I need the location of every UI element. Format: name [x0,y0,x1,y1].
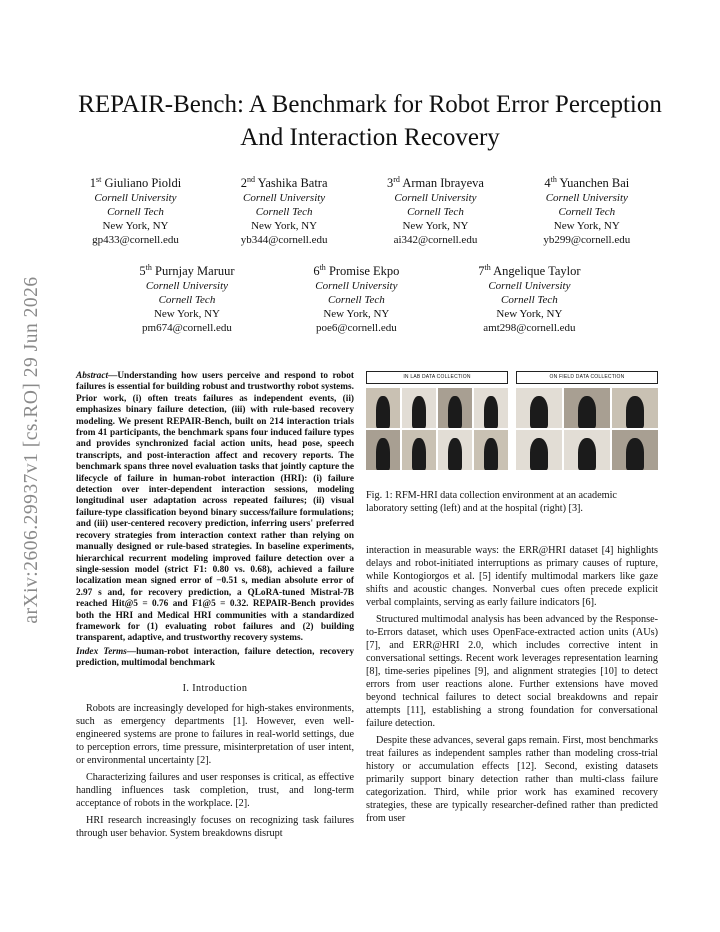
paragraph: interaction in measurable ways: the ERR@HRI dataset [4] highlights delays and robot-initiated interruptions as primary causes of rupture, while Kontogiorgos et al. [5] identify multimodal markers like gaze shifts and acoustic changes. Nonverbal cues often precede explicit verbal complaints, serving as early failure indicators [6]. [366,545,658,608]
index-terms: Index Terms—human-robot interaction, failure detection, recovery prediction, multimodal benchmark [76,646,354,669]
abstract: Abstract—Understanding how users perceive and respond to robot failures is essential for building robust and trustworthy robot systems. Prior work, (i) often treats failures as independent events, (ii) emphasizes binary failure detection, (iii) with rule-based recovery modeling. We present REPAIR-Bench, built on 214 interaction trials from 41 participants, the benchmark spans four induced failure types and provides synchronized facial action units, head pose, speech transcripts, and post-interaction affect and recovery reports. The benchmark spans three novel evaluation tasks that jointly capture the lifecycle of failure in human-robot interaction (HRI): (i) failure detection over inter-dependent interaction sessions, modeling longitudinal user adaptation across repeated failures; (ii) visual failure-type classification beyond binary success/failure formulations; and (iii) user-centered recovery prediction, inferring users' preferred recovery strategies from interaction context rather than relying on manually designed or rule-based strategies. In baseline experiments, hierarchical recurrent modeling improved failure detection over a single-session model (strict F1: 0.80 vs. 0.68), achieved a failure localization mean signed error of −0.51 s, median absolute error of 2.97 s and, for recovery prediction, a QLoRA-tuned Mistral-7B reached Hit@5 = 0.76 and F1@5 = 0.32. REPAIR-Bench provides both the HRI and Medical HRI communities with a standardized framework for (1) evaluating robot failures and (2) building transparent, adaptive, and trustworthy recovery systems. [76,371,354,644]
participant-photo [402,388,436,428]
left-column [76,371,354,844]
author-block: 5th Purnjay Maruur Cornell University Cornell Tech New York, NY pm674@cornell.edu [139,263,235,335]
paragraph: HRI research increasingly focuses on recognizing task failures through user behavior. System breakdowns disrupt [76,814,354,839]
participant-photo [564,430,610,470]
photo-grid [516,388,658,470]
paragraph: Robots are increasingly developed for high-stakes environments, such as emergency departments [1]. However, even well-engineered systems are prone to failures in real-world settings, due to perception errors, time pressure, misinterpretation of user intent, or environmental uncertainty [2]. [76,702,354,766]
author-email: gp433@cornell.edu [92,234,179,247]
author-block: 6th Promise Ekpo Cornell University Cornell Tech New York, NY poe6@cornell.edu [313,263,400,335]
author-block: 1st Giuliano Pioldi Cornell University Cornell Tech New York, NY gp433@cornell.edu [89,175,182,247]
author-email: yb344@cornell.edu [240,234,328,247]
arxiv-identifier: arXiv:2606.29937v1 [cs.RO] 29 Jun 2026 [21,276,42,624]
author-name: Angelique Taylor [493,264,581,279]
author-name: Arman Ibrayeva [402,176,484,191]
author-email: yb299@cornell.edu [543,234,631,247]
author-name: Giuliano Pioldi [104,176,182,191]
author-block: 7th Angelique Taylor Cornell University Cornell Tech New York, NY amt298@cornell.edu [478,263,581,335]
author-block: 4th Yuanchen Bai Cornell University Cornell Tech New York, NY yb299@cornell.edu [543,175,631,247]
figure-1 [366,371,658,483]
participant-photo [366,430,400,470]
participant-photo [402,430,436,470]
participant-photo [366,388,400,428]
participant-photo [564,388,610,428]
photo-grid [366,388,508,470]
author-row-1 [60,172,660,247]
lab-panel-label: IN LAB DATA COLLECTION [366,371,508,384]
author-name: Purnjay Maruur [155,264,235,279]
figure-caption: Fig. 1: RFM-HRI data collection environment at an academic laboratory setting (left) and at the hospital (right) [3]. [366,490,617,514]
author-block: 2nd Yashika Batra Cornell University Cornell Tech New York, NY yb344@cornell.edu [240,175,328,247]
author-row-2 [100,260,620,335]
paragraph: Despite these advances, several gaps remain. First, most benchmarks treat failures as independent samples rather than modeling cross-trial history or accumulation effects [12]. Second, existing datasets primarily support binary detection rather than multi-class failure categorization. Third, while prior work has examined recovery strategies, these are typically researcher-defined rather than predicted from user [366,735,658,824]
author-name: Yashika Batra [257,176,328,191]
participant-photo [516,430,562,470]
section-heading: I. Introduction [182,682,248,694]
paragraph: Characterizing failures and user responses is critical, as effective handling influences task completion, trust, and long-term acceptance of robots in the workplace. [2]. [76,771,354,809]
paper-title: REPAIR-Bench: A Benchmark for Robot Error Perception And Interaction Recovery [78,91,662,151]
author-block: 3rd Arman Ibrayeva Cornell University Cornell Tech New York, NY ai342@cornell.edu [387,175,484,247]
participant-photo [438,430,472,470]
author-email: amt298@cornell.edu [483,322,576,335]
participant-photo [438,388,472,428]
participant-photo [612,430,658,470]
field-panel-label: ON FIELD DATA COLLECTION [516,371,658,384]
participant-photo [474,430,508,470]
participant-photo [474,388,508,428]
author-name: Yuanchen Bai [559,176,630,191]
participant-photo [516,388,562,428]
author-email: pm674@cornell.edu [142,322,232,335]
author-email: ai342@cornell.edu [393,234,478,247]
field-panel [516,371,658,483]
right-column [366,544,658,829]
participant-photo [612,388,658,428]
paragraph: Structured multimodal analysis has been advanced by the Response-to-Errors dataset, which uses OpenFace-extracted action units (AUs) [7], and ERR@HRI 2.0, which includes corrective intent in conversational settings. Recent work leverages representation learning [8], time-series pipelines [9], and alignment strategies [10] to detect errors from user reactions alone. Further extensions have moved beyond technical failures to detect social breakdowns and repair attempts [11], establishing a strong foundation for conversational failure detection. [366,614,658,729]
author-email: poe6@cornell.edu [316,322,397,335]
lab-panel [366,371,508,483]
author-name: Promise Ekpo [328,264,400,279]
